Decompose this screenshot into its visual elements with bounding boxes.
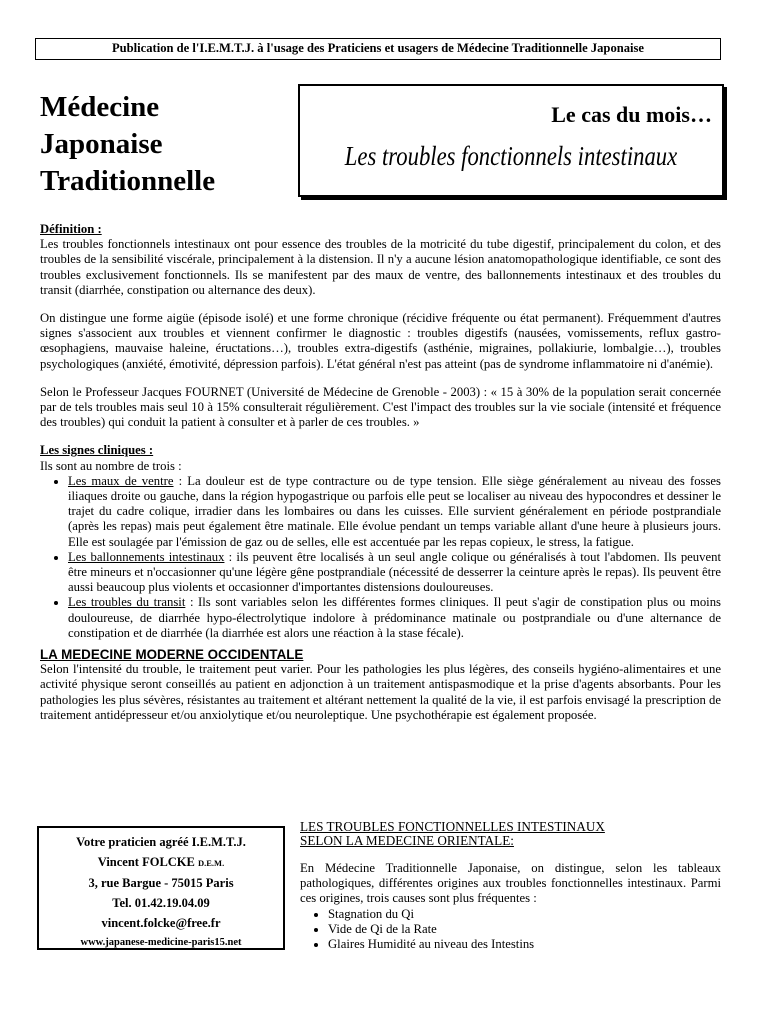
fournet-quote: Selon le Professeur Jacques FOURNET (Université de Médecine de Grenoble - 2003) : « 15 à 30% de la population serait concernée par de tels troubles mais seul 10 à 15% consulterait régulièrement. C'est l'impact des troubles sur la vie sociale (intensité et fréquence des troubles) qui conduit la patient à consulter et à parler de ces troubles. » [40,384,721,430]
list-item: • Glaires Humidité au niveau des Intestins [328,937,721,952]
list-item [68,550,721,596]
oriental-heading-line: SELON LA MEDECINE ORIENTALE: [300,833,514,848]
definition-heading: Définition : [40,222,102,236]
contact-line: Votre praticien agréé I.E.M.T.J. [76,835,246,849]
sign-text: : ils peuvent être localisés à un seul angle colique ou généralisés à tout l'abdomen. Ils peuvent être mineurs et n'occasionner qu'une légère gêne postprandiale (nécessité de desserrer la ceinture après le repas). Ils peuvent être aussi beaucoup plus violents et occasionner d'importantes distensions douloureuses. [68,549,721,595]
masthead-line: Japonaise [40,128,163,160]
causes-list [300,907,721,953]
masthead-line: Traditionnelle [40,165,216,197]
oriental-heading [300,820,721,848]
case-of-the-month-box [298,84,724,197]
modern-medicine-text: Selon l'intensité du trouble, le traitement peut varier. Pour les pathologies les plus légères, des conseils hygiéno-alimentaires et une activité physique seront conseillés au patient en adjonction à un traitement antispasmodique et la prise d'agents absorbants. Pour les pathologies les plus sévères, résistantes au traitement et altérant nettement la qualité de la vie, il est parfois envisagé la prescription de traitement antidépresseur et/ou anxiolytique et/ou neuroleptique. Une psychothérapie est également proposée. [40,662,721,722]
contact-address: 3, rue Bargue - 75015 Paris [88,876,234,890]
case-title: Les troubles fonctionnels intestinaux [344,141,678,171]
list-item: • Vide de Qi de la Rate [328,922,721,937]
signs-intro: Ils sont au nombre de trois : [40,458,182,473]
article-body [40,222,721,723]
oriental-medicine-section [300,820,721,952]
case-kicker: Le cas du mois… [551,102,712,127]
sign-term: Les maux de ventre [68,473,174,488]
masthead [40,89,215,200]
practitioner-title: D.E.M. [198,858,225,868]
sign-term: Les ballonnements intestinaux [68,549,225,564]
publication-banner: Publication de l'I.E.M.T.J. à l'usage des Praticiens et usagers de Médecine Traditionnelle Japonaise [35,38,721,60]
definition-paragraph: Les troubles fonctionnels intestinaux ont pour essence des troubles de la motricité du tube digestif, principalement du colon, et des troubles de la sensibilité viscérale, principalement à la distension. Il n'y a aucune lésion anatomopathologique identifiable, ce sont des troubles exclusivement fonctionnels. Ils se manifestent par des maux de ventre, des ballonnements intestinaux et des troubles du transit (diarrhée, constipation ou alternance des deux). [40,237,721,297]
signs-list [40,474,721,641]
practitioner-contact-box [37,826,285,950]
modern-medicine-heading: LA MEDECINE MODERNE OCCIDENTALE [40,647,304,663]
sign-text: : Ils sont variables selon les différentes formes cliniques. Il peut s'agir de constipation plus ou moins douloureuse, de diarrhée hypo-électrolytique indolore à prédominance matinale ou postprandiale ou d'une alternance de constipation et de diarrhée (la diarrhée est alors une réaction à la stase fécale). [68,595,721,640]
signs-heading: Les signes cliniques : [40,443,154,458]
definition-paragraph: On distingue une forme aigüe (épisode isolé) et une forme chronique (récidive fréquente ou état permanent). Fréquemment d'autres signes s'associent aux troubles et viennent confirmer le diagnostic : troubles digestifs (nausées, vomissements, reflux gastro-œsophagiens, mauvaise haleine, éructations…), troubles extra-digestifs (asthénie, migraines, pollakiurie, lombalgie…), troubles psychologiques (anxiété, émotivité, dépression parfois). L'état général n'est pas atteint (pas de syndrome inflammatoire ni d'anémie). [40,311,721,371]
contact-name-line [39,852,283,873]
contact-phone: Tel. 01.42.19.04.09 [112,896,210,910]
sign-text: : La douleur est de type contracture ou de type tension. Elle siège généralement au niveau des fosses iliaques droite ou gauche, dans la région hypogastrique ou parfois elle peut se localiser au niveau des hypocondres et dessiner le trajet du cadre colique, irradier dans les lombaires ou dans les cuisses. Elle survient généralement en période postprandiale (après les repas) mais peut également être matinale. Elle évolue pendant un temps variable allant d'une heure à plusieurs jours. Elle est soulagée par l'émission de gaz ou de selles, elle est accentuée par les repas copieux, le stress, la fatigue. [68,473,721,549]
oriental-text: En Médecine Traditionnelle Japonaise, on distingue, selon les tableaux pathologiques, différentes origines aux troubles fonctionnelles intestinaux. Parmi ces origines, trois causes sont plus fréquentes : [300,861,721,906]
list-item [68,474,721,550]
oriental-heading-line: LES TROUBLES FONCTIONNELLES INTESTINAUX [300,819,605,834]
contact-website: www.japanese-medicine-paris15.net [80,937,242,948]
list-item: • Stagnation du Qi [328,907,721,922]
list-item [68,595,721,641]
practitioner-name: Vincent FOLCKE [97,855,195,869]
masthead-line: Médecine [40,91,160,123]
sign-term: Les troubles du transit [68,595,186,610]
contact-email: vincent.folcke@free.fr [101,916,221,930]
